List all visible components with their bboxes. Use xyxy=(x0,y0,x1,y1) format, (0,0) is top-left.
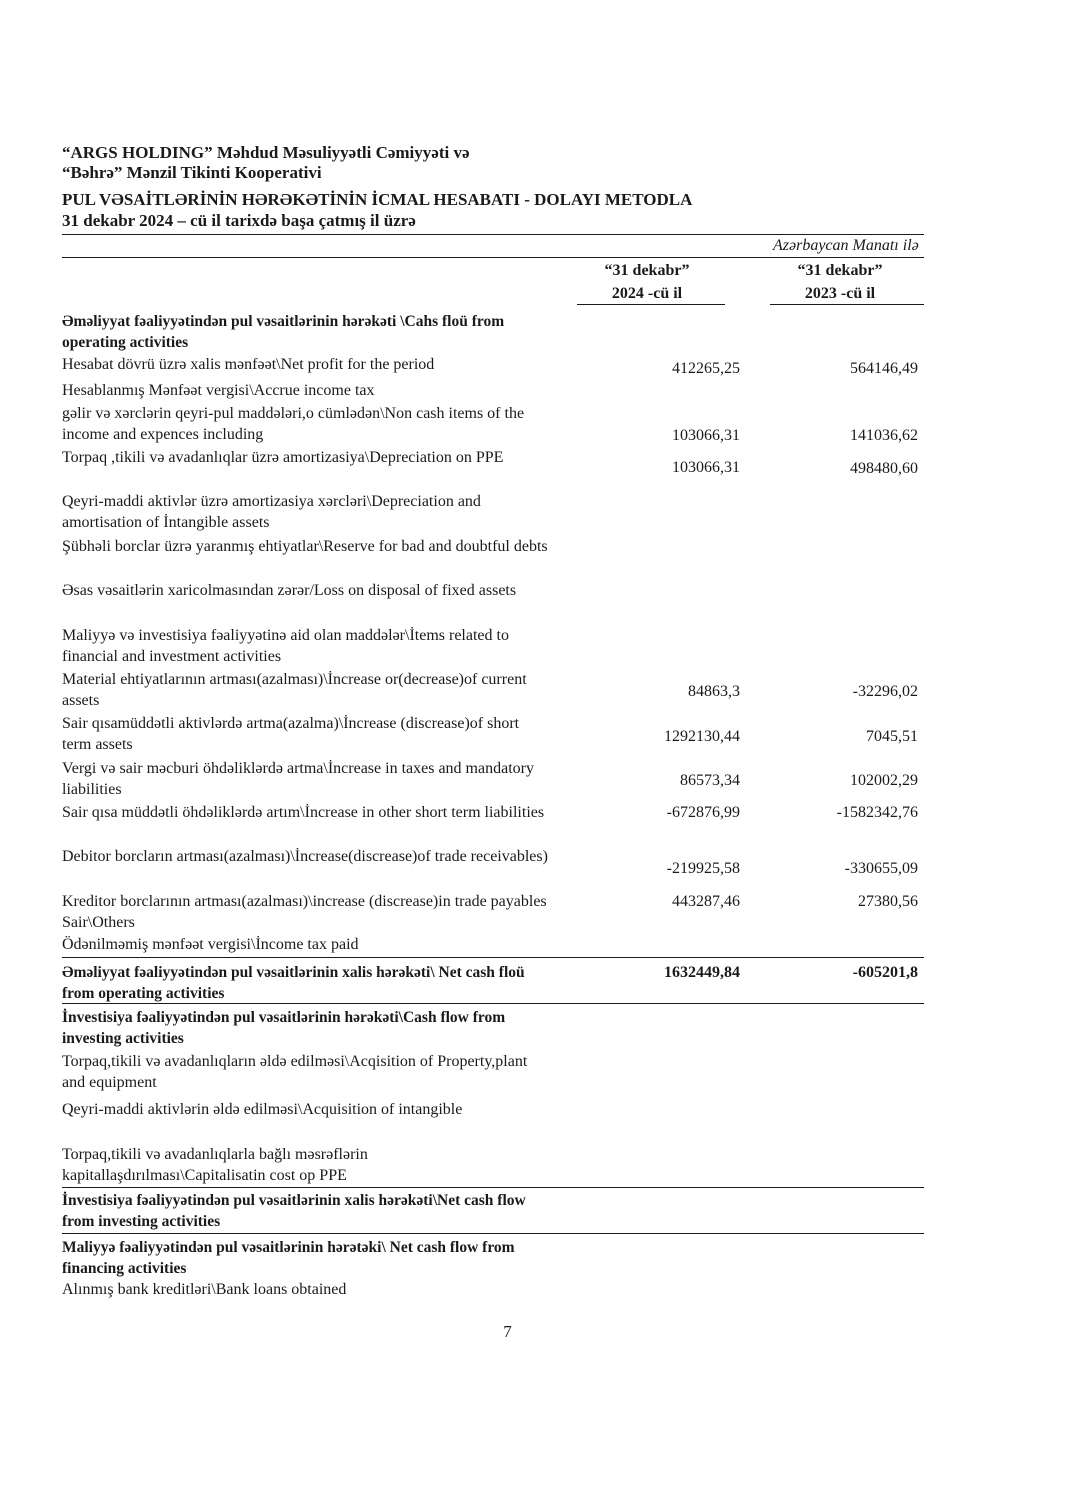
row-label-acquisition-ppe: Torpaq,tikili və avadanlıqların əldə edilməsi\Acqisition of Property,plant and equipment xyxy=(62,1053,528,1091)
investing-bottom-rule xyxy=(62,1233,924,1234)
column-header-2023 xyxy=(760,259,920,305)
row-label-investing-section: İnvestisiya fəaliyyətindən pul vəsaitlərinin hərəkəti\Cash flow from investing activities xyxy=(62,1009,506,1047)
investing-top-rule xyxy=(62,1187,924,1188)
row-value-taxes-liabilities-2023: 102002,29 xyxy=(850,772,918,789)
report-period: 31 dekabr 2024 – cü il tarixdə başa çatmış il üzrə xyxy=(62,211,416,230)
row-value-depreciation-ppe-2023: 498480,60 xyxy=(850,460,918,477)
row-label-non-cash-items: gəlir və xərclərin qeyri-pul maddələri,o cümlədən\Non cash items of the income and expences including xyxy=(62,405,525,443)
row-label-operating-section: Əməliyyat fəaliyyətindən pul vəsaitlərinin hərəkəti \Cahs floü from operating activities xyxy=(62,313,505,351)
row-label-financing-section: Maliyyə fəaliyyətindən pul vəsaitlərinin hərətəki\ Net cash flow from financing activities xyxy=(62,1239,515,1277)
row-label-capitalisation-cost: Torpaq,tikili və avadanlıqlarla bağlı məsrəflərin kapitallaşdırılması\Capitalisatin cost op PPE xyxy=(62,1146,368,1184)
row-value-trade-receivables-2024: -219925,58 xyxy=(666,860,740,877)
row-value-material-reserves-2023: -32296,02 xyxy=(852,683,918,700)
column-underline-2023 xyxy=(770,304,924,305)
row-value-net-profit-2024: 412265,25 xyxy=(672,360,740,377)
row-value-non-cash-items-2024: 103066,31 xyxy=(672,427,740,444)
company-name: “ARGS HOLDING” Məhdud Məsuliyyətli Cəmiyyəti və xyxy=(62,143,470,162)
row-label-loss-on-disposal: Əsas vəsaitlərin xaricolmasından zərər/Loss on disposal of fixed assets xyxy=(62,582,517,599)
row-label-taxes-liabilities: Vergi və sair məcburi öhdəliklərdə artma\İncrease in taxes and mandatory liabilities xyxy=(62,760,534,798)
row-value-trade-receivables-2023: -330655,09 xyxy=(844,860,918,877)
subtotal-top-rule xyxy=(62,957,924,958)
row-value-net-cash-operating-2024: 1632449,84 xyxy=(664,964,740,981)
column-2024-line1: “31 dekabr” xyxy=(604,262,690,279)
row-label-net-cash-operating: Əməliyyat fəaliyyətindən pul vəsaitlərinin xalis hərəkəti\ Net cash floü from operating activities xyxy=(62,964,525,1002)
row-value-depreciation-ppe-2024: 103066,31 xyxy=(672,459,740,476)
row-value-short-term-assets-2023: 7045,51 xyxy=(866,728,918,745)
row-value-net-profit-2023: 564146,49 xyxy=(850,360,918,377)
row-label-financial-investment-items: Maliyyə və investisiya fəaliyyətinə aid olan maddələr\İtems related to financial and investment activities xyxy=(62,627,509,665)
row-label-depreciation-ppe: Torpaq ,tikili və avadanlıqlar üzrə amortizasiya\Depreciation on PPE xyxy=(62,449,504,466)
row-label-bad-debts-reserve: Şübhəli borclar üzrə yaranmış ehtiyatlar\Reserve for bad and doubtful debts xyxy=(62,538,548,555)
row-label-other-short-term-liabilities: Sair qısa müddətli öhdəliklərdə artım\İncrease in other short term liabilities xyxy=(62,804,545,821)
currency-note: Azərbaycan Manatı ilə xyxy=(773,237,919,254)
row-label-acquisition-intangible: Qeyri-maddi aktivlərin əldə edilməsi\Acquisition of intangible xyxy=(62,1101,463,1118)
header-rule xyxy=(62,234,924,235)
row-label-accrued-income-tax: Hesablanmış Mənfəət vergisi\Accrue income tax xyxy=(62,382,375,399)
report-title: PUL VƏSAİTLƏRİNİN HƏRƏKƏTİNİN İCMAL HESABATI - DOLAYI METODLA xyxy=(62,190,693,209)
row-value-other-short-term-liabilities-2023: -1582342,76 xyxy=(836,804,918,821)
column-header-2024 xyxy=(567,259,727,305)
row-label-material-reserves: Material ehtiyatlarının artması(azalması)\İncrease or(decrease)of current assets xyxy=(62,671,527,709)
row-label-short-term-assets: Sair qısamüddətli aktivlərdə artma(azalma)\İncrease (discrease)of short term assets xyxy=(62,715,520,753)
row-value-material-reserves-2024: 84863,3 xyxy=(688,683,740,700)
row-label-trade-receivables: Debitor borcların artması(azalması)\İncrease(discrease)of trade receivables) xyxy=(62,848,548,865)
row-value-net-cash-operating-2023: -605201,8 xyxy=(852,964,918,981)
column-2023-line1: “31 dekabr” xyxy=(797,262,883,279)
row-value-trade-payables-2023: 27380,56 xyxy=(858,893,918,910)
column-2024-line2: 2024 -cü il xyxy=(611,285,683,302)
row-value-trade-payables-2024: 443287,46 xyxy=(672,893,740,910)
row-value-short-term-assets-2024: 1292130,44 xyxy=(664,728,740,745)
row-label-income-tax-paid: Ödənilməmiş mənfəət vergisi\İncome tax paid xyxy=(62,936,359,953)
row-value-taxes-liabilities-2024: 86573,34 xyxy=(680,772,740,789)
subtotal-bottom-rule xyxy=(62,1003,924,1004)
page-number: 7 xyxy=(503,1322,512,1341)
column-2023-line2: 2023 -cü il xyxy=(804,285,876,302)
header-rule-2 xyxy=(62,257,924,258)
cooperative-name: “Bəhrə” Mənzil Tikinti Kooperativi xyxy=(62,163,322,182)
row-value-other-short-term-liabilities-2024: -672876,99 xyxy=(666,804,740,821)
row-label-net-cash-investing: İnvestisiya fəaliyyətindən pul vəsaitlərinin xalis hərəkəti\Net cash flow from investing activities xyxy=(62,1192,526,1230)
row-label-net-profit: Hesabat dövrü üzrə xalis mənfəət\Net profit for the period xyxy=(62,356,435,373)
row-label-amortisation-intangible: Qeyri-maddi aktivlər üzrə amortizasiya xərcləri\Depreciation and amortisation of İntangible assets xyxy=(62,493,481,531)
row-label-trade-payables: Kreditor borclarının artması(azalması)\increase (discrease)in trade payables Sair\Others xyxy=(62,893,547,931)
column-underline-2024 xyxy=(577,304,725,305)
row-label-bank-loans: Alınmış bank kreditləri\Bank loans obtained xyxy=(62,1281,347,1298)
row-value-non-cash-items-2023: 141036,62 xyxy=(850,427,918,444)
